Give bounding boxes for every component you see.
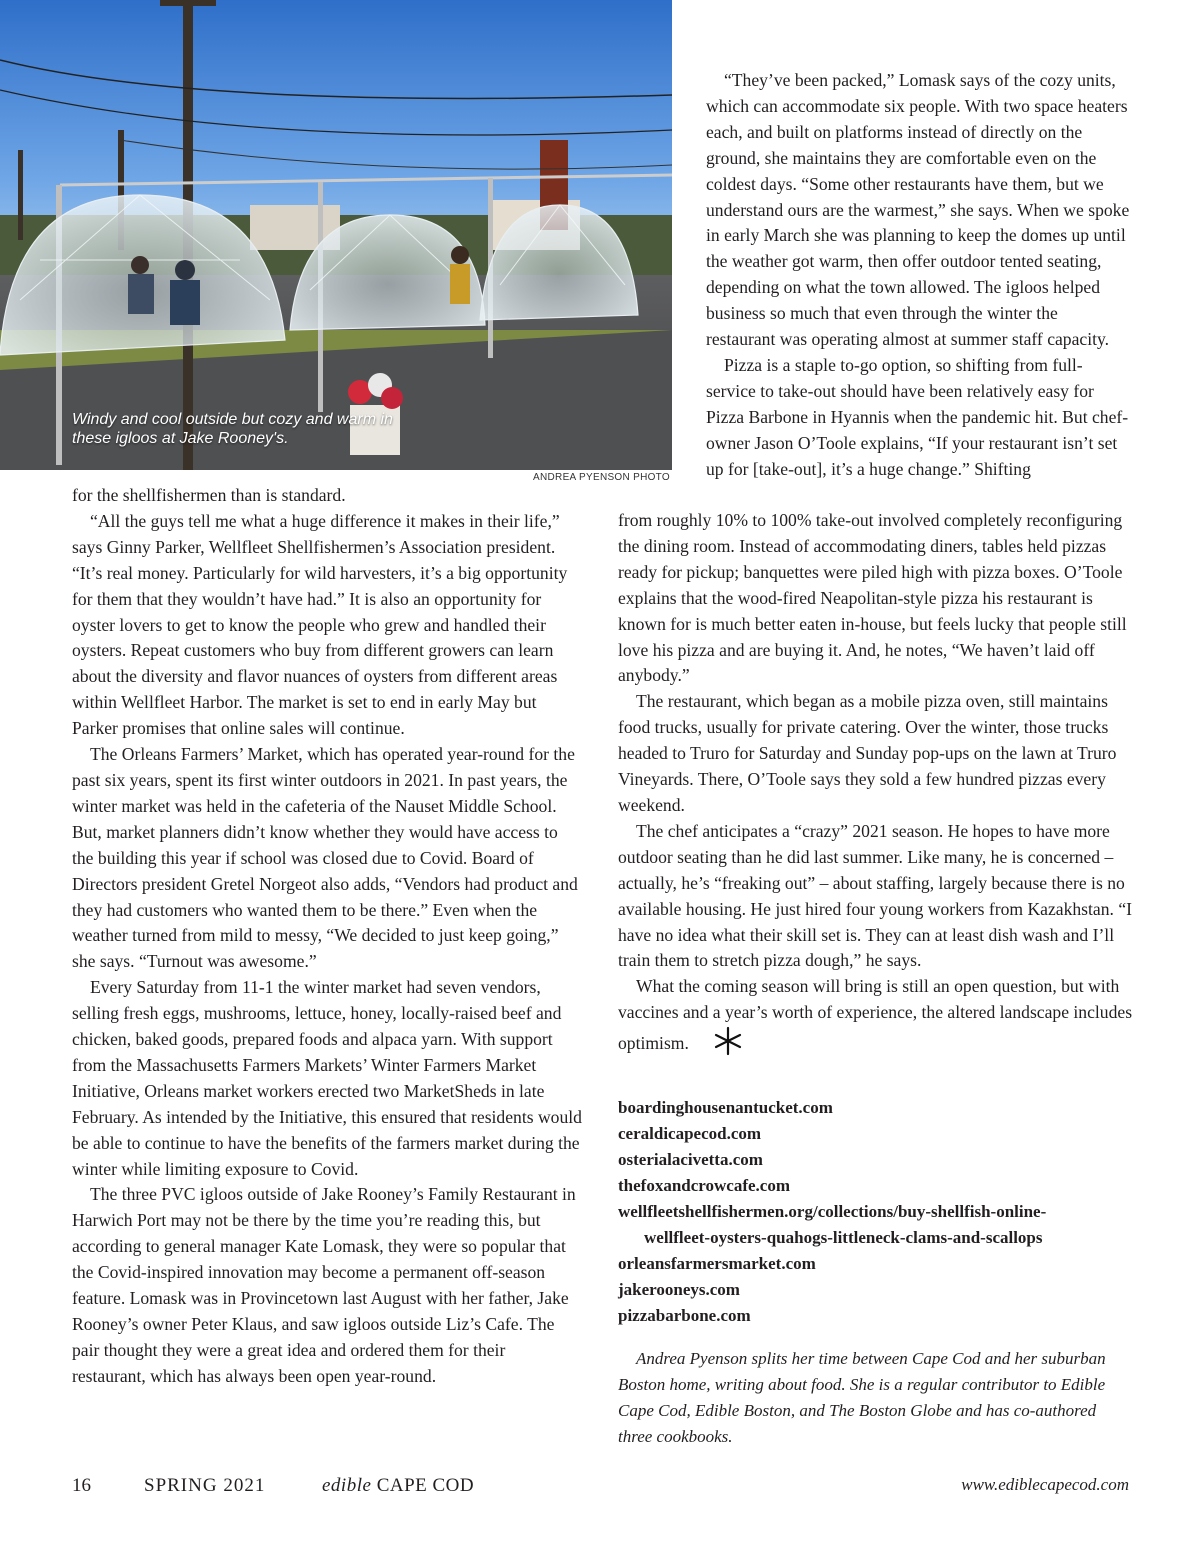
paragraph-final: What the coming season will bring is still an open question, but with vaccines and a year’s worth of experience, the altered landscape includes optimism. xyxy=(618,974,1133,1064)
paragraph: The restaurant, which began as a mobile pizza oven, still maintains food trucks, usually for private catering. Over the winter, those trucks headed to Truro for Saturday and Sunday pop-ups on the lawn at Truro Vineyards. There, O’Toole says they sold a few hundred pizzas every weekend. xyxy=(618,691,1117,815)
link[interactable]: ceraldicapecod.com xyxy=(618,1124,762,1143)
left-column xyxy=(72,483,582,1390)
link-continued[interactable]: wellfleet-oysters-quahogs-littleneck-clams-and-scallops xyxy=(644,1228,1043,1247)
link[interactable]: boardinghousenantucket.com xyxy=(618,1098,833,1117)
page-number: 16 xyxy=(72,1475,91,1496)
paragraph: The three PVC igloos outside of Jake Rooney’s Family Restaurant in Harwich Port may not be there by the time you’re reading this, but according to general manager Kate Lomask, they were so popular that the Covid-inspired innovation may become a permanent off-season feature. Lomask was in Provincetown last August with her father, Jake Rooney’s owner Peter Klaus, and saw igloos outside Liz’s Cafe. The pair thought they were a great idea and ordered them for their restaurant, which has always been open year-round. xyxy=(72,1184,576,1386)
link[interactable]: jakerooneys.com xyxy=(618,1280,740,1299)
paragraph: “All the guys tell me what a huge difference it makes in their life,” says Ginny Parker, Wellfleet Shellfishermen’s Association president. “It’s real money. Particularly for wild harvesters, it’s a big opportunity for them that they wouldn’t have had.” It is also an opportunity for oyster lovers to get to know the people who grew and handled their oysters. Repeat customers who buy from different growers can learn about the diversity and flavor nuances of oysters from different areas within Wellfleet Harbor. The market is set to end in early May but Parker promises that online sales will continue. xyxy=(72,510,568,739)
paragraph: The chef anticipates a “crazy” 2021 season. He hopes to have more outdoor seating than he did last summer. Like many, he is concerned – actually, he’s “freaking out” – about staffing, largely because there is no available housing. He just hired four young workers from Kazakhstan. “I have no idea what their skill set is. They can at least dish wash and I’ll train them to stretch pizza dough,” he says. xyxy=(618,820,1132,971)
magazine-name: edible CAPE COD xyxy=(322,1475,475,1496)
website-url[interactable]: www.ediblecapecod.com xyxy=(961,1475,1129,1494)
link[interactable]: pizzabarbone.com xyxy=(618,1306,751,1325)
paragraph: for the shellfishermen than is standard. xyxy=(72,485,346,505)
link[interactable]: orleansfarmersmarket.com xyxy=(618,1254,816,1273)
link[interactable]: thefoxandcrowcafe.com xyxy=(618,1176,791,1195)
paragraph: Pizza is a staple to-go option, so shifting from full-service to take-out should have been relatively easy for Pizza Barbone in Hyannis when the pandemic hit. But chef-owner Jason O’Toole explains, “If your restaurant isn’t set up for [take-out], it’s a huge change.” Shifting xyxy=(706,354,1129,479)
right-column-bottom xyxy=(618,508,1133,1064)
paragraph: Every Saturday from 11-1 the winter market had seven vendors, selling fresh eggs, mushrooms, lettuce, honey, locally-raised beef and chicken, baked goods, prepared foods and alpaca yarn. With support from the Massachusetts Farmers Markets’ Winter Farmers Market Initiative, Orleans market workers erected two MarketSheds in late February. As intended by the Initiative, this ensured that residents would be able to continue to have the benefits of the farmers market during the winter while limiting exposure to Covid. xyxy=(72,977,582,1179)
paragraph: The Orleans Farmers’ Market, which has operated year-round for the past six years, spent its first winter outdoors in 2021. In past years, the winter market was held in the cafeteria of the Nauset Middle School. But, market planners didn’t know whether they would have access to the building this year if school was closed due to Covid. Board of Directors president Gretel Norgeot also adds, “Vendors had product and they had customers who wanted them to be there.” Even when the weather turned from mild to messy, “We decided to just keep going,” she says. “Turnout was awesome.” xyxy=(72,744,578,972)
link[interactable]: osterialacivetta.com xyxy=(618,1150,763,1169)
paragraph: from roughly 10% to 100% take-out involved completely reconfiguring the dining room. Instead of accommodating diners, tables held pizzas ready for pickup; banquettes were piled high with pizza boxes. O’Toole explains that the wood-fired Neapolitan-style pizza his restaurant is known for is much better eaten in-house, but feels lucky that people still love his pizza and are buying it. And, he notes, “We haven’t laid off anybody.” xyxy=(618,510,1127,686)
photo-caption: Windy and cool outside but cozy and warm in these igloos at Jake Rooney's. xyxy=(72,411,393,447)
author-bio: Andrea Pyenson splits her time between Cape Cod and her suburban Boston home, writing about food. She is a regular contributor to Edible Cape Cod, Edible Boston, and The Boston Globe and has co-authored three cookbooks. xyxy=(618,1349,1106,1446)
igloo-photo xyxy=(0,0,672,470)
right-column-top xyxy=(706,68,1131,483)
paragraph: “They’ve been packed,” Lomask says of the cozy units, which can accommodate six people. With two space heaters each, and built on platforms instead of directly on the ground, she maintains they are comfortable even on the coldest days. “Some other restaurants have them, but we understand ours are the warmest,” she says. When we spoke in early March she was planning to keep the domes up until the weather got warm, then offer outdoor tented seating, depending on what the town allowed. The igloos helped business so much that even through the winter the restaurant was operating almost at summer staff capacity. xyxy=(706,70,1130,350)
issue-season: SPRING 2021 xyxy=(144,1475,266,1496)
photo-credit: ANDREA PYENSON PHOTO xyxy=(533,472,670,483)
resource-links xyxy=(618,1095,1148,1329)
asterisk-star-icon xyxy=(695,1026,743,1064)
link[interactable]: wellfleetshellfishermen.org/collections/buy-shellfish-online- xyxy=(618,1202,1047,1221)
